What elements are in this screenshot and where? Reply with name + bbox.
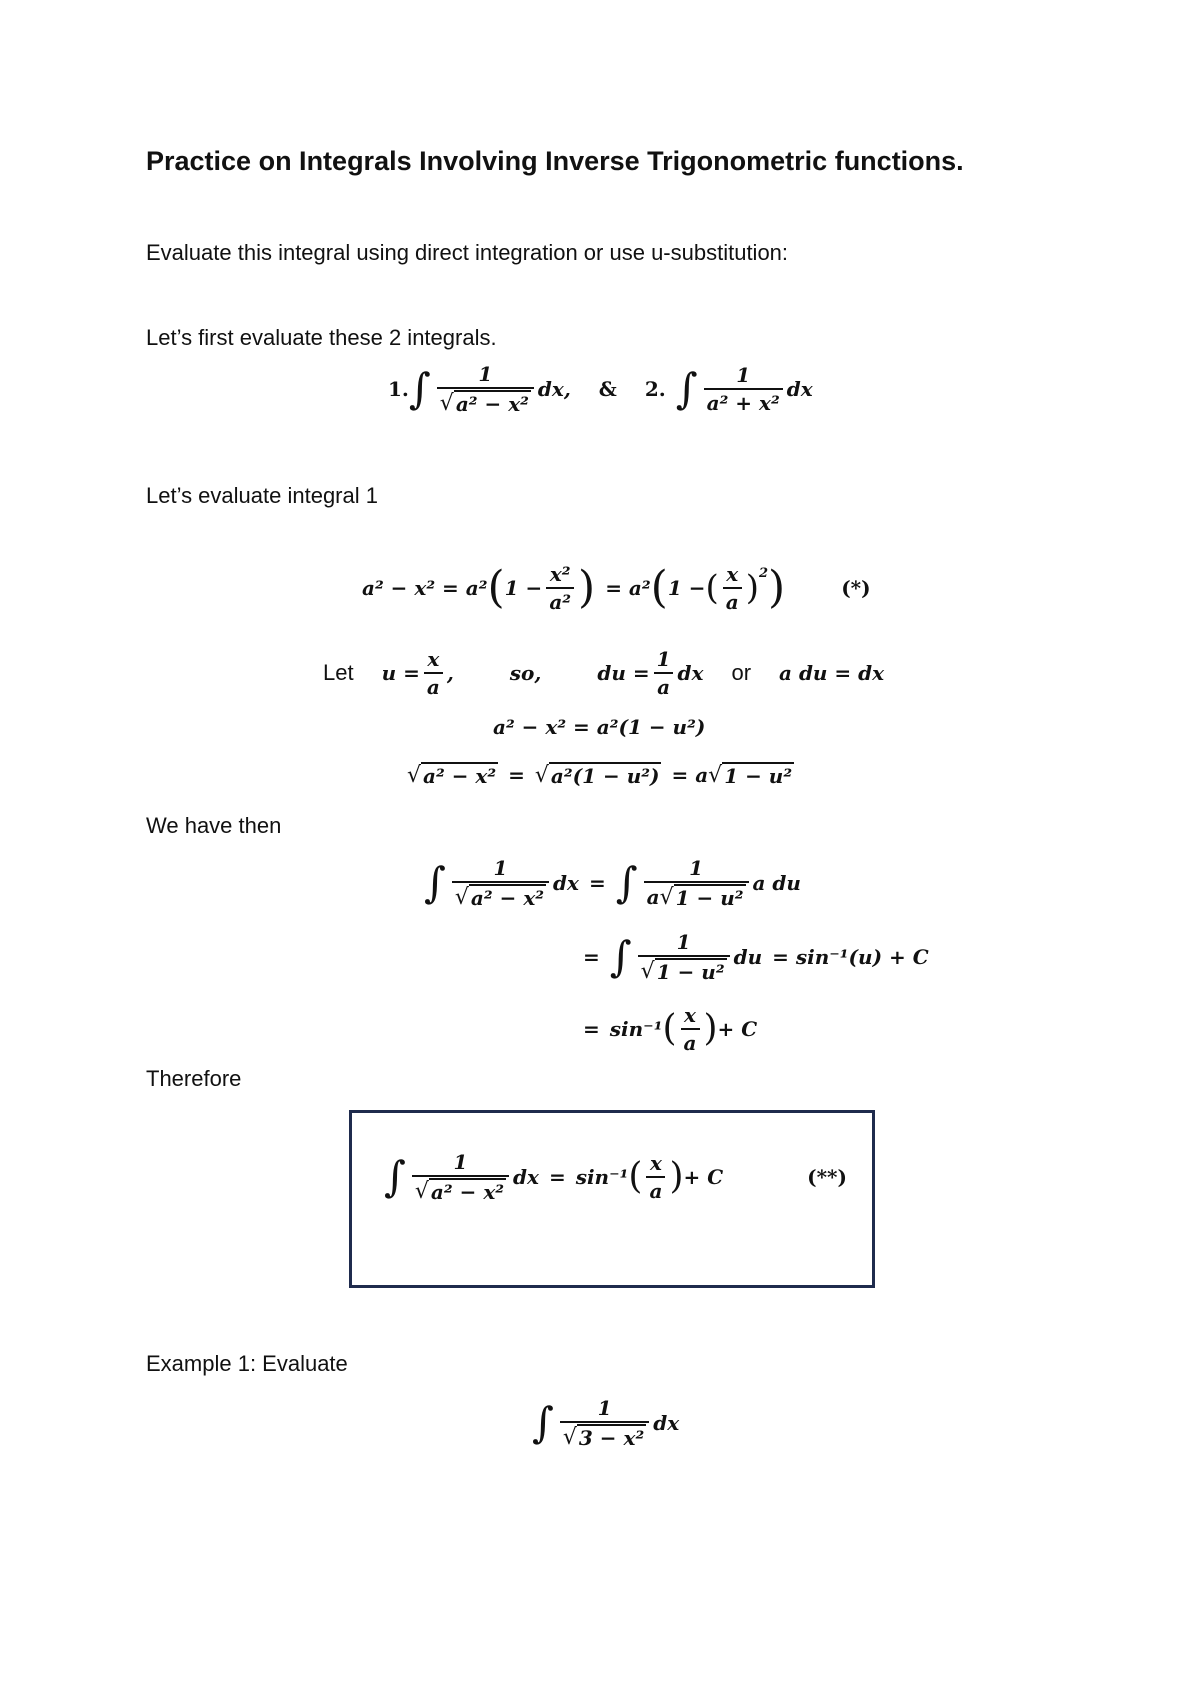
paren: ) [669,1156,684,1197]
equation-part: dx [677,661,704,685]
fraction [560,1396,649,1450]
denominator [638,955,730,984]
numerator: 1 [676,930,691,954]
fraction [644,856,749,910]
label-1: 1. [388,377,409,401]
equation-part: = sin⁻¹(u) + C [772,945,929,969]
numerator: 1 [453,1150,468,1174]
paren: ( [628,1156,643,1197]
equation-part: = [508,763,525,787]
example-1-integral [532,1396,679,1450]
integral-sign: ∫ [615,858,638,907]
fraction [704,363,783,415]
equation-part: a² − x² = a² [362,576,488,600]
fraction [654,647,674,699]
denominator: a² + x² [704,388,783,415]
equation-part: du = [597,661,650,685]
integral-sign: ∫ [408,364,431,413]
fraction [437,362,534,416]
equation-part: 1 − [504,576,543,600]
fraction [646,1151,665,1203]
sqrt: √ 1 − u² [708,763,793,788]
substitution-result-equation [493,715,705,739]
sqrt: √ a² − x² [439,391,529,416]
equation-part: a du [752,871,801,895]
integral-sign: ∫ [609,932,632,981]
sqrt: √ a²(1 − u²) [534,763,660,788]
numerator: 1 [493,856,508,880]
two-integrals-equation [388,362,813,416]
sqrt: √ 1 − u² [659,885,744,910]
paren: ) [745,568,759,608]
page-title: Practice on Integrals Involving Inverse Trigonometric functions. [146,146,964,176]
denominator [560,1421,649,1450]
equation-part: a² − x² = a²(1 − u²) [493,715,706,739]
denominator [452,881,549,910]
paren: ( [487,562,505,613]
paren: ) [703,1008,718,1049]
differential: dx, [537,377,571,401]
exponent: 2 [758,566,769,581]
sqrt: √ 3 − x² [562,1425,645,1450]
denominator [412,1175,509,1204]
numerator: x [726,562,739,586]
sqrt: √ a² − x² [454,885,545,910]
ampersand: & [598,377,617,401]
factor-equation [362,562,871,614]
equation-part: u = [381,661,420,685]
label-2: 2. [644,377,666,401]
equation-part: sin⁻¹ [575,1165,629,1189]
equation-part: + C [717,1017,758,1041]
numerator: 1 [736,363,751,387]
paren: ( [705,568,719,608]
denominator [437,387,534,416]
denominator: a² [546,587,574,614]
fraction [452,856,549,910]
integral-sign: ∫ [384,1152,406,1201]
equation-part: a du = dx [779,661,885,685]
intro-text: Evaluate this integral using direct integration or use u-substitution: [146,240,789,265]
boxed-result-equation [384,1150,847,1204]
integral-sign: ∫ [675,364,698,413]
fraction [638,930,730,984]
paren: ) [768,562,786,613]
paren: ( [650,562,668,613]
equation-part: = [583,1017,600,1041]
paren: ( [662,1008,677,1049]
equation-tag: (*) [841,576,871,600]
sqrt: √ a² − x² [414,1179,505,1204]
sqrt-equation [407,762,794,788]
integral-sign: ∫ [424,858,446,907]
numerator: x [684,1003,696,1027]
denominator: a [681,1028,700,1055]
equation-part: dx [513,1165,539,1189]
equation-part: = [588,871,606,895]
or-word: or [731,660,752,685]
equation-part: = [548,1165,566,1189]
equation-part: + C [683,1165,724,1189]
integral-substitution-line-2 [583,930,929,984]
equation-part: , [446,661,454,685]
example-1-text: Example 1: Evaluate [146,1351,348,1376]
equation-part: du [733,945,763,969]
evaluate-integral-1-text: Let’s evaluate integral 1 [146,483,378,508]
equation-part: = [583,945,600,969]
fraction [424,647,443,699]
equation-part: so, [509,661,542,685]
first-evaluate-text: Let’s first evaluate these 2 integrals. [146,325,497,350]
numerator: x² [549,562,571,586]
numerator: x [649,1151,662,1175]
denominator [644,881,749,910]
equation-part: = a [671,763,709,787]
let-word: Let [323,660,354,685]
integral-sign: ∫ [532,1398,554,1447]
equation-tag: (**) [807,1165,847,1189]
equation-part: 1 − [667,576,706,600]
we-have-then-text: We have then [146,813,282,838]
equation-part: a [646,885,660,909]
equation-part: dx [553,871,579,895]
denominator: a [646,1176,665,1203]
numerator: x [427,647,440,671]
fraction [723,562,742,614]
denominator: a [654,672,673,699]
integral-substitution-line-1 [424,856,801,910]
numerator: 1 [597,1396,612,1420]
equation-part: sin⁻¹ [609,1017,663,1041]
denominator: a [424,672,443,699]
differential: dx [786,377,813,401]
fraction [546,562,574,614]
numerator: 1 [478,362,493,386]
therefore-text: Therefore [146,1066,242,1091]
equation-part: = a² [605,576,651,600]
sqrt: √ 1 − u² [640,959,725,984]
fraction [412,1150,509,1204]
numerator: 1 [656,647,671,671]
equation-part: dx [653,1411,680,1435]
numerator: 1 [689,856,703,880]
denominator: a [723,587,742,614]
substitution-equation [323,647,884,699]
paren: ) [578,562,596,613]
sqrt: √ a² − x² [407,763,497,788]
integral-substitution-line-3 [583,1003,757,1055]
fraction [681,1003,700,1055]
